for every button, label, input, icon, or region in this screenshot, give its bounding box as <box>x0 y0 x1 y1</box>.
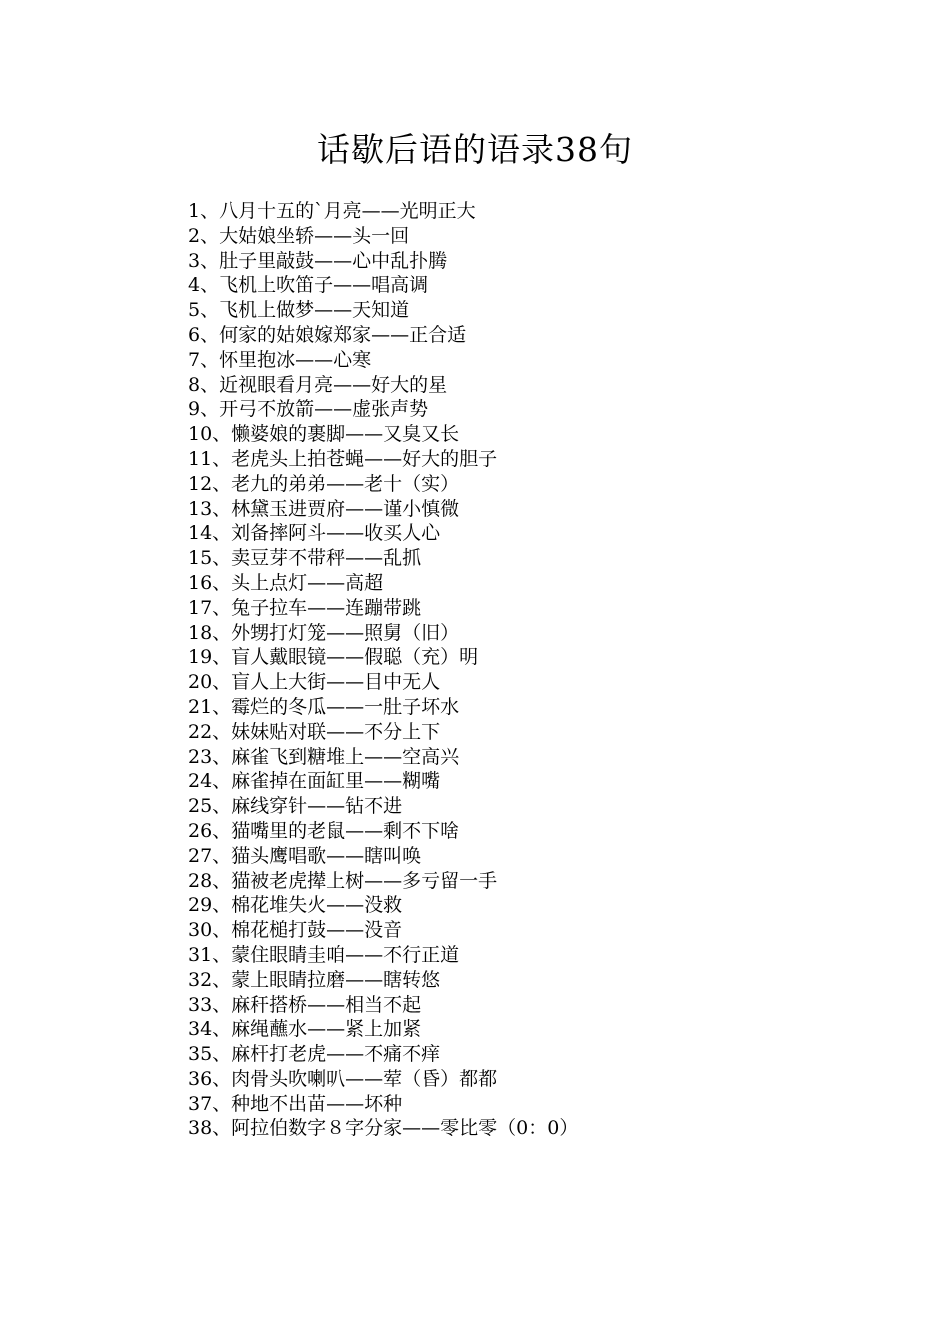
list-item: 36、肉骨头吹喇叭——荤（昏）都都 <box>188 1067 498 1090</box>
list-item: 14、刘备摔阿斗——收买人心 <box>188 522 441 545</box>
list-item: 33、麻秆搭桥——相当不起 <box>188 993 422 1016</box>
list-item: 17、兔子拉车——连蹦带跳 <box>188 596 422 619</box>
list-item: 23、麻雀飞到糖堆上——空高兴 <box>188 745 460 768</box>
list-item: 19、盲人戴眼镜——假聪（充）明 <box>188 646 479 669</box>
list-item: 20、盲人上大街——目中无人 <box>188 671 441 694</box>
list-item: 6、何家的姑娘嫁郑家——正合适 <box>188 323 467 346</box>
list-item: 38、阿拉伯数字８字分家——零比零（0：0） <box>188 1117 579 1140</box>
list-item: 34、麻绳蘸水——紧上加紧 <box>188 1018 422 1041</box>
list-item: 35、麻杆打老虎——不痛不痒 <box>188 1043 441 1066</box>
list-item: 24、麻雀掉在面缸里——糊嘴 <box>188 770 441 793</box>
list-item: 29、棉花堆失火——没救 <box>188 894 403 917</box>
list-item: 27、猫头鹰唱歌——瞎叫唤 <box>188 844 422 867</box>
list-item: 2、大姑娘坐轿——头一回 <box>188 224 410 247</box>
list-item: 25、麻线穿针——钻不进 <box>188 795 403 818</box>
list-item: 4、飞机上吹笛子——唱高调 <box>188 274 429 297</box>
list-item: 18、外甥打灯笼——照舅（旧） <box>188 621 460 644</box>
saying-list <box>188 199 578 1141</box>
list-item: 26、猫嘴里的老鼠——剩不下啥 <box>188 819 460 842</box>
list-item: 12、老九的弟弟——老十（实） <box>188 472 460 495</box>
list-item: 22、妹妹贴对联——不分上下 <box>188 720 441 743</box>
list-item: 32、蒙上眼睛拉磨——瞎转悠 <box>188 968 441 991</box>
list-item: 16、头上点灯——高超 <box>188 571 384 594</box>
list-item: 13、林黛玉进贾府——谨小慎微 <box>188 497 460 520</box>
list-item: 3、肚子里敲鼓——心中乱扑腾 <box>188 249 448 272</box>
list-item: 28、猫被老虎撵上树——多亏留一手 <box>188 869 498 892</box>
list-item: 21、霉烂的冬瓜——一肚子坏水 <box>188 695 460 718</box>
list-item: 37、种地不出苗——坏种 <box>188 1092 403 1115</box>
list-item: 1、八月十五的`月亮——光明正大 <box>188 200 476 222</box>
list-item: 11、老虎头上拍苍蝇——好大的胆子 <box>188 447 498 470</box>
list-item: 31、蒙住眼睛圭咱——不行正道 <box>188 943 460 966</box>
page-title: 话歇后语的语录38句 <box>317 130 633 169</box>
list-item: 5、飞机上做梦——天知道 <box>188 299 410 322</box>
list-item: 30、棉花槌打鼓——没音 <box>188 919 403 942</box>
list-item: 9、开弓不放箭——虚张声势 <box>188 398 429 421</box>
list-item: 15、卖豆芽不带秤——乱抓 <box>188 547 422 570</box>
list-item: 7、怀里抱冰——心寒 <box>188 348 372 371</box>
list-item: 10、懒婆娘的裹脚——又臭又长 <box>188 423 460 446</box>
list-item: 8、近视眼看月亮——好大的星 <box>188 373 448 396</box>
